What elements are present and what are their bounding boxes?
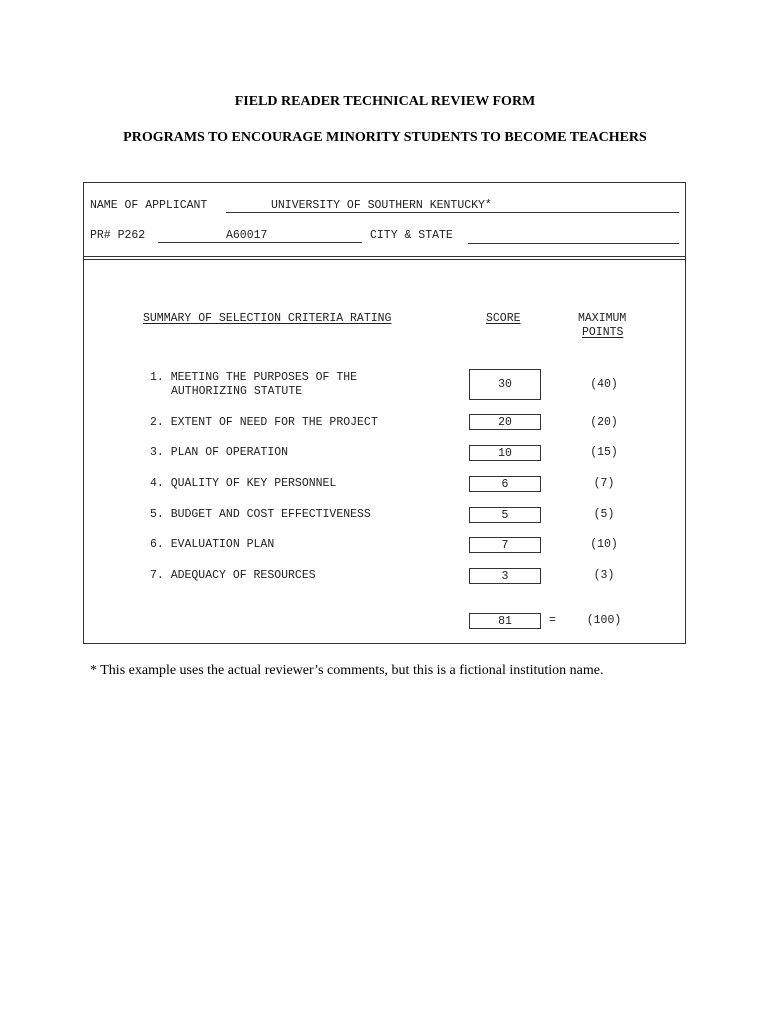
summary-heading: SUMMARY OF SELECTION CRITERIA RATING xyxy=(143,312,392,325)
max-points-heading-line2: POINTS xyxy=(582,326,624,339)
criterion-5-score: 5 xyxy=(469,507,541,523)
applicant-name-field: UNIVERSITY OF SOUTHERN KENTUCKY* xyxy=(226,199,679,213)
criterion-2-score: 20 xyxy=(469,414,541,430)
criterion-3-max: (15) xyxy=(590,446,618,459)
score-heading: SCORE xyxy=(486,312,521,325)
criterion-6-score: 7 xyxy=(469,537,541,553)
criterion-1-label: 1. MEETING THE PURPOSES OF THE xyxy=(150,371,358,384)
criterion-1-score: 30 xyxy=(469,369,541,400)
criterion-4-max: (7) xyxy=(593,477,615,490)
pr-number-field: A60017 xyxy=(158,229,362,243)
criterion-6-max: (10) xyxy=(590,538,618,551)
form-subtitle: PROGRAMS TO ENCOURAGE MINORITY STUDENTS TO BECOME TEACHERS xyxy=(123,130,647,145)
criterion-1-max: (40) xyxy=(590,378,618,391)
total-score: 81 xyxy=(469,613,541,629)
criterion-3-score: 10 xyxy=(469,445,541,461)
total-equals-sign: = xyxy=(549,614,556,627)
city-state-label: CITY & STATE xyxy=(370,229,453,242)
footnote: * This example uses the actual reviewer’s comments, but this is a fictional institution name. xyxy=(90,663,604,678)
criterion-7-score: 3 xyxy=(469,568,541,584)
criterion-3-label: 3. PLAN OF OPERATION xyxy=(150,446,289,459)
total-max: (100) xyxy=(586,614,622,627)
criterion-4-label: 4. QUALITY OF KEY PERSONNEL xyxy=(150,477,337,490)
form-title: FIELD READER TECHNICAL REVIEW FORM xyxy=(234,94,536,109)
criterion-2-label: 2. EXTENT OF NEED FOR THE PROJECT xyxy=(150,416,378,429)
header-divider xyxy=(83,256,686,257)
city-state-field xyxy=(468,229,679,244)
criterion-1-label-cont: AUTHORIZING STATUTE xyxy=(171,385,303,398)
header-divider-second xyxy=(83,259,686,260)
pr-number-label: PR# P262 xyxy=(90,229,146,242)
criterion-6-label: 6. EVALUATION PLAN xyxy=(150,538,275,551)
criterion-4-score: 6 xyxy=(469,476,541,492)
criterion-5-label: 5. BUDGET AND COST EFFECTIVENESS xyxy=(150,508,371,521)
criterion-7-label: 7. ADEQUACY OF RESOURCES xyxy=(150,569,316,582)
max-points-heading-line1: MAXIMUM xyxy=(578,312,627,325)
criterion-5-max: (5) xyxy=(593,508,615,521)
criterion-7-max: (3) xyxy=(593,569,615,582)
criterion-2-max: (20) xyxy=(590,416,618,429)
applicant-name-label: NAME OF APPLICANT xyxy=(90,199,208,212)
